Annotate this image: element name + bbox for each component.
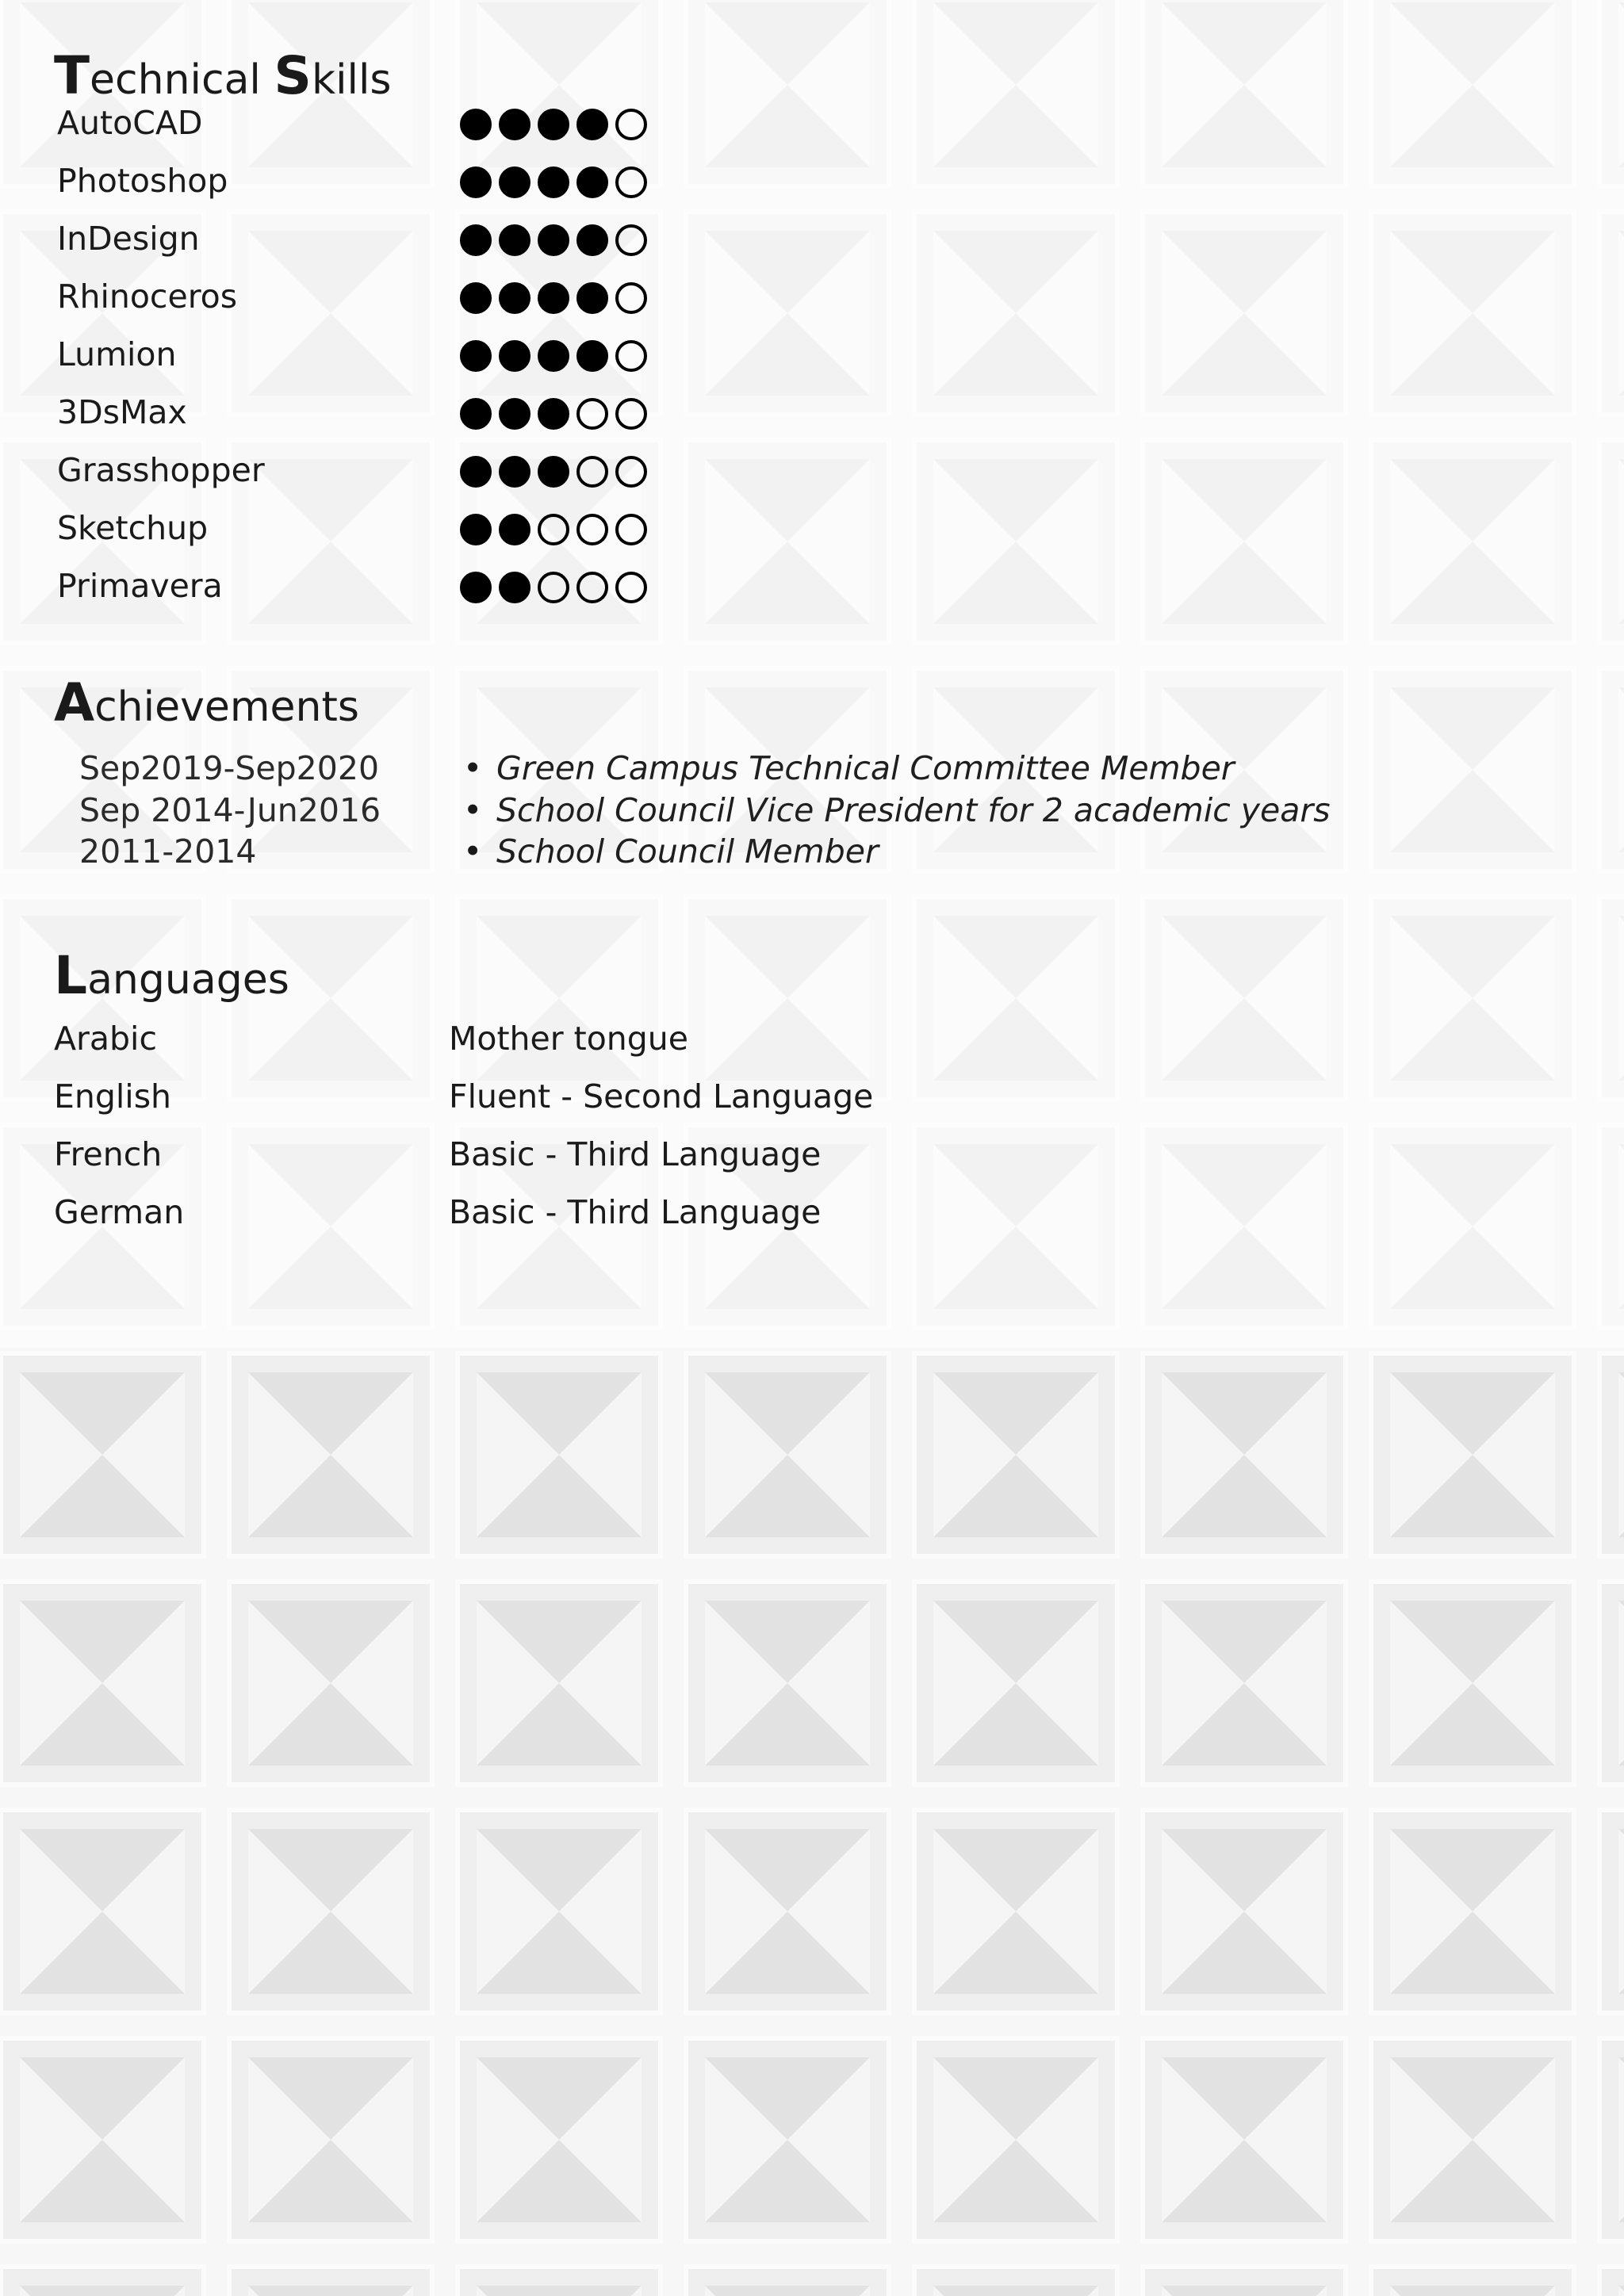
heading-initial: L xyxy=(54,945,88,1006)
empty-dot xyxy=(576,514,608,545)
skill-rating xyxy=(460,572,647,605)
empty-dot xyxy=(615,398,647,430)
empty-dot xyxy=(615,456,647,488)
filled-dot xyxy=(576,340,608,372)
language-level: Mother tongue xyxy=(449,1020,689,1058)
heading-initial: S xyxy=(274,45,312,106)
bullet: • xyxy=(463,791,483,829)
filled-dot xyxy=(499,456,530,488)
filled-dot xyxy=(499,166,530,198)
filled-dot xyxy=(460,340,492,372)
empty-dot xyxy=(615,572,647,603)
filled-dot xyxy=(538,282,569,314)
filled-dot xyxy=(576,224,608,256)
language-name: German xyxy=(54,1193,185,1231)
filled-dot xyxy=(460,282,492,314)
heading-initial: T xyxy=(54,45,90,106)
achievement-item xyxy=(0,832,1507,873)
skill-rating xyxy=(460,456,647,489)
heading-rest: chievements xyxy=(94,683,359,731)
filled-dot xyxy=(460,398,492,430)
skill-name: Sketchup xyxy=(57,509,209,547)
skill-rating xyxy=(460,282,647,316)
skill-name: 3DsMax xyxy=(57,393,187,431)
filled-dot xyxy=(499,398,530,430)
technical-skills-heading xyxy=(54,45,392,106)
heading-rest: echnical xyxy=(90,56,274,104)
skill-rating xyxy=(460,398,647,431)
filled-dot xyxy=(460,166,492,198)
skill-rating xyxy=(460,340,647,373)
skill-row xyxy=(0,388,714,436)
skill-name: Primavera xyxy=(57,567,223,605)
achievement-date: Sep 2014-Jun2016 xyxy=(79,791,381,829)
empty-dot xyxy=(615,514,647,545)
skill-name: AutoCAD xyxy=(57,104,203,142)
skill-name: Grasshopper xyxy=(57,451,265,489)
filled-dot xyxy=(538,398,569,430)
empty-dot xyxy=(576,572,608,603)
achievement-text: School Council Vice President for 2 academic years xyxy=(496,791,1331,829)
filled-dot xyxy=(576,109,608,140)
skill-rating xyxy=(460,109,647,142)
language-name: English xyxy=(54,1077,172,1115)
bullet: • xyxy=(463,749,483,787)
skill-rating xyxy=(460,514,647,547)
filled-dot xyxy=(538,224,569,256)
filled-dot xyxy=(460,514,492,545)
skill-rating xyxy=(460,166,647,200)
filled-dot xyxy=(499,572,530,603)
skill-name: Rhinoceros xyxy=(57,277,238,316)
language-name: Arabic xyxy=(54,1020,157,1058)
empty-dot xyxy=(615,340,647,372)
empty-dot xyxy=(615,166,647,198)
filled-dot xyxy=(499,514,530,545)
filled-dot xyxy=(499,282,530,314)
heading-rest: anguages xyxy=(87,956,289,1004)
achievement-text: School Council Member xyxy=(496,832,879,871)
skill-row xyxy=(0,446,714,494)
filled-dot xyxy=(499,224,530,256)
filled-dot xyxy=(576,282,608,314)
language-level: Basic - Third Language xyxy=(449,1193,822,1231)
filled-dot xyxy=(538,166,569,198)
empty-dot xyxy=(538,514,569,545)
filled-dot xyxy=(460,109,492,140)
skill-row xyxy=(0,99,714,147)
heading-initial: A xyxy=(54,672,95,733)
skill-row xyxy=(0,562,714,610)
filled-dot xyxy=(538,340,569,372)
language-row xyxy=(0,1074,1031,1122)
filled-dot xyxy=(499,340,530,372)
empty-dot xyxy=(576,398,608,430)
skill-name: Photoshop xyxy=(57,162,228,200)
filled-dot xyxy=(460,572,492,603)
filled-dot xyxy=(538,456,569,488)
language-level: Basic - Third Language xyxy=(449,1135,822,1173)
language-row xyxy=(0,1016,1031,1064)
empty-dot xyxy=(615,282,647,314)
skill-row xyxy=(0,215,714,262)
filled-dot xyxy=(499,109,530,140)
language-row xyxy=(0,1190,1031,1238)
skill-row xyxy=(0,157,714,205)
skill-row xyxy=(0,273,714,320)
achievement-item xyxy=(0,790,1507,832)
language-row xyxy=(0,1132,1031,1180)
achievements-heading xyxy=(54,672,359,733)
language-level: Fluent - Second Language xyxy=(449,1077,874,1115)
achievement-date: 2011-2014 xyxy=(79,832,257,871)
bullet: • xyxy=(463,832,483,871)
skill-row xyxy=(0,504,714,552)
achievement-item xyxy=(0,748,1507,790)
empty-dot xyxy=(538,572,569,603)
filled-dot xyxy=(460,456,492,488)
heading-rest: kills xyxy=(311,56,392,104)
empty-dot xyxy=(615,224,647,256)
empty-dot xyxy=(615,109,647,140)
skill-name: InDesign xyxy=(57,220,200,258)
achievement-date: Sep2019-Sep2020 xyxy=(79,749,380,787)
achievement-text: Green Campus Technical Committee Member xyxy=(496,749,1235,787)
languages-heading xyxy=(54,945,289,1006)
filled-dot xyxy=(576,166,608,198)
skill-name: Lumion xyxy=(57,335,177,373)
empty-dot xyxy=(576,456,608,488)
filled-dot xyxy=(460,224,492,256)
skill-rating xyxy=(460,224,647,258)
skill-row xyxy=(0,331,714,378)
filled-dot xyxy=(538,109,569,140)
language-name: French xyxy=(54,1135,163,1173)
